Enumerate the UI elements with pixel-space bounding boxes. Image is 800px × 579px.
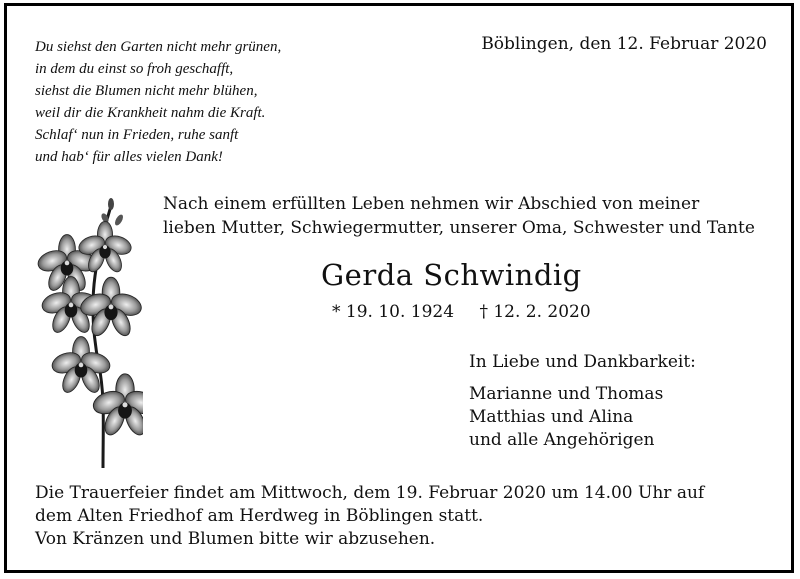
funeral-info [35,482,704,551]
birth-date: * 19. 10. 1924 [332,302,455,322]
mourner-name: Marianne und Thomas [469,384,664,404]
poem-line: Du siehst den Garten nicht mehr grünen, [35,39,282,55]
mourner-name: Matthias und Alina [469,407,634,427]
orchid-branch-icon [33,196,143,471]
funeral-line: Von Kränzen und Blumen bitte wir abzusehen. [35,529,436,549]
poem-line: und hab‘ für alles vielen Dank! [35,149,223,165]
intro-text [163,192,755,240]
poem-line: Schlaf‘ nun in Frieden, ruhe sanft [35,127,239,143]
death-date: † 12. 2. 2020 [479,302,591,322]
poem-line: siehst die Blumen nicht mehr blühen, [35,83,258,99]
mourner-name: und alle Angehörigen [469,430,655,450]
deceased-name: Gerda Schwindig [321,258,582,292]
place-and-date: Böblingen, den 12. Februar 2020 [481,34,767,54]
mourners-heading: In Liebe und Dankbarkeit: [469,352,696,372]
intro-line: lieben Mutter, Schwiegermutter, unserer Oma, Schwester und Tante [163,218,755,238]
obituary-notice [4,3,794,573]
funeral-line: Die Trauerfeier findet am Mittwoch, dem 19. Februar 2020 um 14.00 Uhr auf [35,483,705,503]
funeral-line: dem Alten Friedhof am Herdweg in Böblingen statt. [35,506,484,526]
poem-line: in dem du einst so froh geschafft, [35,61,234,77]
mourners-block [469,351,696,452]
intro-line: Nach einem erfüllten Leben nehmen wir Abschied von meiner [163,194,700,214]
poem-line: weil dir die Krankheit nahm die Kraft. [35,105,266,121]
memorial-poem [35,36,281,168]
life-dates [332,302,591,322]
